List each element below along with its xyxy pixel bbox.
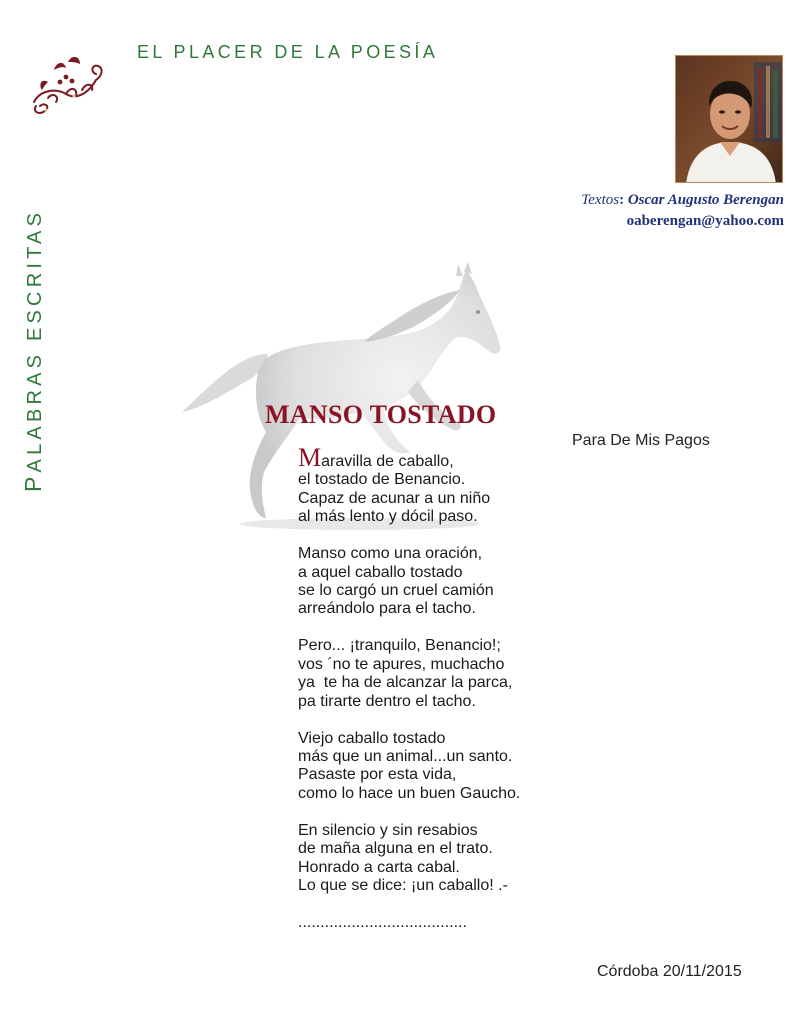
poem-line: vos ´no te apures, muchacho [298, 655, 505, 673]
poem-line: Capaz de acunar a un niño [298, 489, 491, 507]
drop-cap: M [298, 443, 322, 472]
poem-line: arreándolo para el tacho. [298, 600, 476, 618]
author-photo [675, 55, 783, 183]
author-email[interactable]: oaberengan@yahoo.com [626, 213, 784, 229]
floral-ornament-icon [26, 50, 106, 120]
poem-line: En silencio y sin resabios [298, 821, 478, 839]
poem-line: Honrado a carta cabal. [298, 858, 460, 876]
poem-line: ya te ha de alcanzar la parca, [298, 674, 513, 692]
poem-line: Pasaste por esta vida, [298, 766, 457, 784]
author-credit [581, 190, 784, 232]
poem-line: de maña alguna en el trato. [298, 840, 493, 858]
credit-line [581, 190, 784, 211]
poem-line: Manso como una oración, [298, 545, 483, 563]
poem-line: como lo hace un buen Gaucho. [298, 784, 521, 802]
site-title: EL PLACER DE LA POESÍA [137, 42, 439, 62]
side-label: PALABRAS ESCRITAS [20, 208, 46, 492]
author-name: Oscar Augusto Berengan [627, 192, 784, 208]
place-date: Córdoba 20/11/2015 [597, 963, 742, 980]
credit-label: Textos [581, 192, 620, 208]
poem-title: MANSO TOSTADO [265, 400, 497, 429]
credit-separator: : [619, 192, 628, 208]
poem-line: el tostado de Benancio. [298, 471, 466, 489]
stanza [298, 637, 520, 711]
poem-line: más que un animal...un santo. [298, 748, 513, 766]
poem-line: se lo cargó un cruel camión [298, 582, 494, 600]
poem-dedication: Para De Mis Pagos [572, 432, 710, 449]
stanza [298, 443, 520, 527]
stanza [298, 545, 520, 619]
poem-line: Viejo caballo tostado [298, 729, 446, 747]
poem-line: Maravilla de caballo, [298, 443, 454, 472]
stanza [298, 914, 520, 932]
poem-line: al más lento y dócil paso. [298, 508, 478, 526]
poem-body [298, 443, 521, 951]
poem-closing: ...................................... [298, 914, 467, 932]
poem-line: Pero... ¡tranquilo, Benancio!; [298, 637, 501, 655]
stanza [298, 730, 520, 804]
poem-line: pa tirarte dentro el tacho. [298, 692, 476, 710]
poem-line: a aquel caballo tostado [298, 563, 463, 581]
stanza [298, 822, 520, 896]
poem-line: Lo que se dice: ¡un caballo! .- [298, 877, 508, 895]
